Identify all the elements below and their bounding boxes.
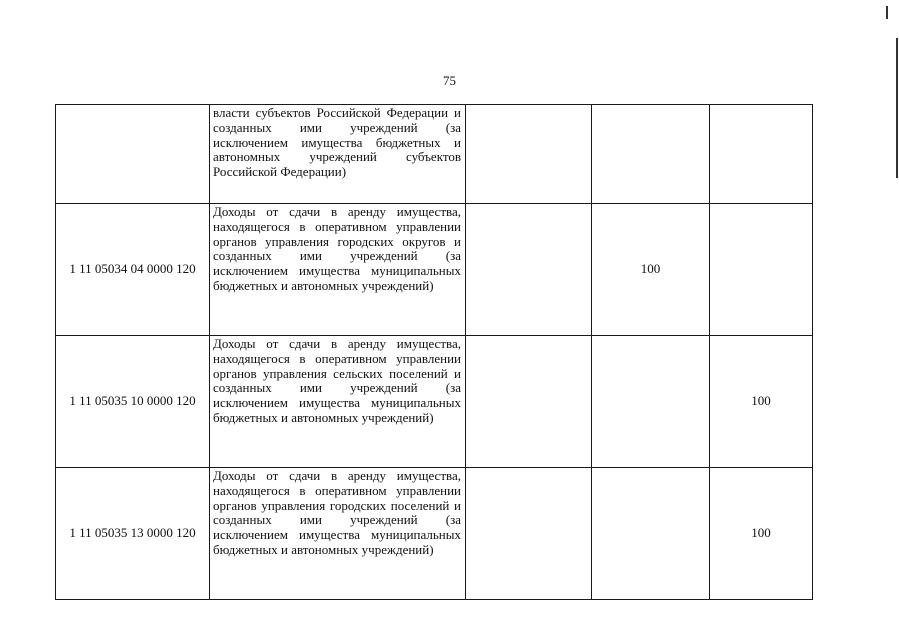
- value-cell: [710, 204, 813, 336]
- description-text: власти субъектов Российской Федерации и созданных ими учреждений (за исключением имущества бюджетных и автономных учреждений субъектов Российской Федерации): [213, 105, 461, 180]
- value-cell: [466, 204, 592, 336]
- value-cell: [592, 105, 710, 204]
- description-cell: [210, 105, 466, 204]
- revenue-table: [55, 104, 813, 600]
- description-text: Доходы от сдачи в аренду имущества, находящегося в оперативном управлении органов управления городских округов и созданных ими учреждений (за исключением имущества муниципальных бюджетных и автономных учреждений): [213, 204, 461, 293]
- value-cell: [466, 336, 592, 468]
- description-cell: [210, 336, 466, 468]
- value-cell: [710, 105, 813, 204]
- value-cell: 100: [592, 204, 710, 336]
- budget-code-cell: 1 11 05035 13 0000 120: [56, 468, 210, 600]
- budget-code-cell: [56, 105, 210, 204]
- budget-code-cell: 1 11 05034 04 0000 120: [56, 204, 210, 336]
- table-row: [56, 468, 813, 600]
- table-row: [56, 204, 813, 336]
- value-cell: 100: [710, 336, 813, 468]
- table-row: [56, 105, 813, 204]
- value-cell: [466, 468, 592, 600]
- description-cell: [210, 204, 466, 336]
- value-cell: [592, 468, 710, 600]
- page-number: 75: [443, 73, 456, 88]
- value-cell: 100: [710, 468, 813, 600]
- description-text: Доходы от сдачи в аренду имущества, находящегося в оперативном управлении органов управления городских поселений и созданных ими учреждений (за исключением имущества муниципальных бюджетных и автономных учреждений): [213, 468, 461, 557]
- scan-edge-mark: [896, 38, 898, 178]
- budget-code-cell: 1 11 05035 10 0000 120: [56, 336, 210, 468]
- description-text: Доходы от сдачи в аренду имущества, находящегося в оперативном управлении органов управления сельских поселений и созданных ими учреждений (за исключением имущества муниципальных бюджетных и автономных учреждений): [213, 336, 461, 425]
- value-cell: [466, 105, 592, 204]
- description-cell: [210, 468, 466, 600]
- value-cell: [592, 336, 710, 468]
- table-row: [56, 336, 813, 468]
- scan-edge-mark: [886, 6, 888, 19]
